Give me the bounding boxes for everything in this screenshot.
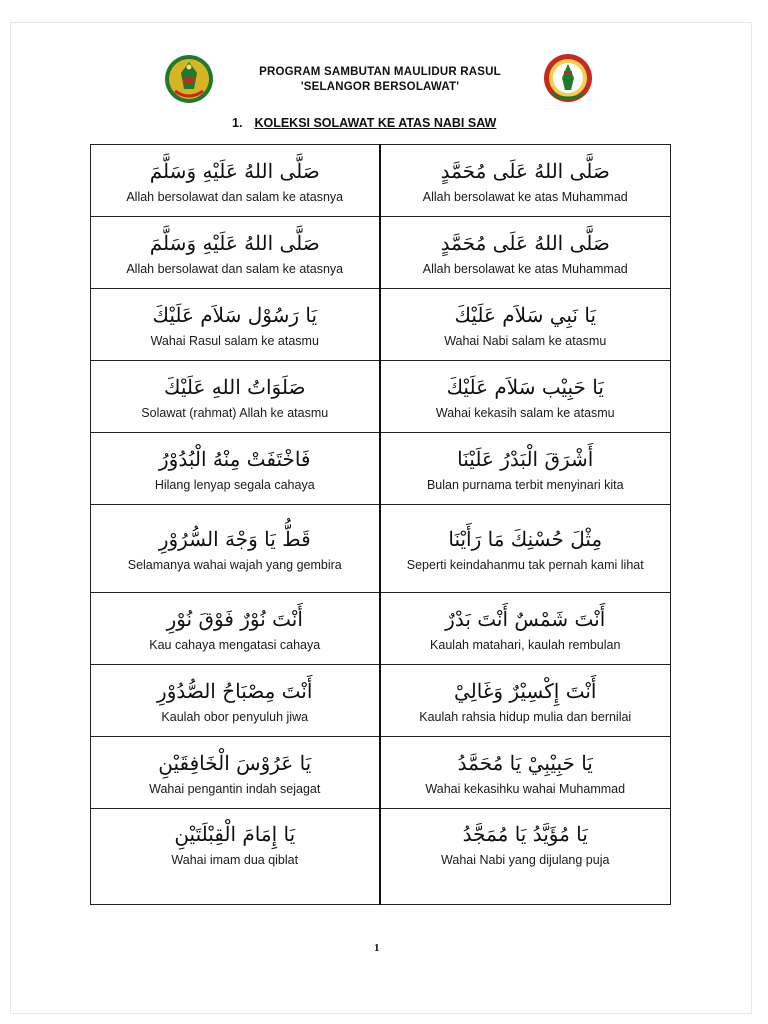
table-row bbox=[91, 505, 671, 593]
translation-text: Kau cahaya mengatasi cahaya bbox=[149, 638, 321, 652]
solawat-cell bbox=[380, 737, 671, 809]
jais-emblem-icon bbox=[542, 52, 594, 104]
section-heading bbox=[232, 116, 496, 130]
table-row bbox=[91, 809, 671, 905]
solawat-cell bbox=[380, 289, 671, 361]
solawat-cell bbox=[91, 505, 380, 593]
translation-text: Kaulah rahsia hidup mulia dan bernilai bbox=[419, 710, 632, 724]
translation-text: Wahai Nabi yang dijulang puja bbox=[441, 853, 610, 867]
arabic-text: صَلَوَاتُ اللهِ عَلَيْكَ bbox=[164, 375, 306, 399]
arabic-text: أَشْرَقَ الْبَدْرُ عَلَيْنَا bbox=[457, 447, 594, 471]
program-subtitle: 'SELANGOR BERSOLAWAT' bbox=[300, 81, 460, 93]
table-row bbox=[91, 665, 671, 737]
arabic-text: أَنْتَ نُوْرٌ فَوْقَ نُوْرِ bbox=[166, 607, 303, 631]
solawat-table bbox=[90, 144, 671, 905]
table-row bbox=[91, 361, 671, 433]
program-title: PROGRAM SAMBUTAN MAULIDUR RASUL bbox=[259, 66, 501, 78]
table-row bbox=[91, 289, 671, 361]
translation-text: Wahai Nabi salam ke atasmu bbox=[444, 334, 607, 348]
translation-text: Wahai pengantin indah sejagat bbox=[149, 782, 321, 796]
translation-text: Seperti keindahanmu tak pernah kami lihat bbox=[406, 558, 644, 572]
solawat-cell bbox=[380, 145, 671, 217]
translation-text: Wahai Rasul salam ke atasmu bbox=[150, 334, 319, 348]
solawat-cell bbox=[380, 593, 671, 665]
translation-text: Allah bersolawat dan salam ke atasnya bbox=[126, 262, 344, 276]
section-number: 1. bbox=[232, 116, 243, 130]
solawat-cell bbox=[91, 289, 380, 361]
arabic-text: أَنْتَ إِكْسِيْرٌ وَغَالِيْ bbox=[454, 679, 597, 703]
table-row bbox=[91, 593, 671, 665]
solawat-cell bbox=[91, 217, 380, 289]
arabic-text: صَلَّى اللهُ عَلَيْهِ وَسَلَّمَ bbox=[149, 159, 320, 183]
translation-text: Kaulah obor penyuluh jiwa bbox=[161, 710, 309, 724]
selangor-crest-icon bbox=[163, 53, 215, 105]
translation-text: Allah bersolawat ke atas Muhammad bbox=[422, 190, 628, 204]
translation-text: Wahai kekasihku wahai Muhammad bbox=[425, 782, 626, 796]
arabic-text: صَلَّى اللهُ عَلَى مُحَمَّدٍ bbox=[440, 159, 610, 183]
arabic-text: صَلَّى اللهُ عَلَيْهِ وَسَلَّمَ bbox=[149, 231, 320, 255]
arabic-text: صَلَّى اللهُ عَلَى مُحَمَّدٍ bbox=[440, 231, 610, 255]
arabic-text: مِثْلَ حُسْنِكَ مَا رَأَيْنَا bbox=[448, 527, 603, 551]
translation-text: Selamanya wahai wajah yang gembira bbox=[127, 558, 342, 572]
solawat-cell bbox=[380, 217, 671, 289]
solawat-cell bbox=[380, 505, 671, 593]
arabic-text: أَنْتَ مِصْبَاحُ الصُّدُوْرِ bbox=[157, 679, 313, 703]
solawat-cell bbox=[91, 145, 380, 217]
table-row bbox=[91, 737, 671, 809]
solawat-cell bbox=[380, 433, 671, 505]
arabic-text: يَا عَرُوْسَ الْخَافِقَيْنِ bbox=[158, 751, 312, 775]
solawat-cell bbox=[91, 737, 380, 809]
solawat-cell bbox=[91, 593, 380, 665]
table-row bbox=[91, 217, 671, 289]
arabic-text: يَا حَبِيْب سَلاَم عَلَيْكَ bbox=[446, 375, 604, 399]
solawat-cell bbox=[91, 809, 380, 905]
solawat-cell bbox=[91, 433, 380, 505]
arabic-text: فَاخْتَفَتْ مِنْهُ الْبُدُوْرُ bbox=[159, 447, 311, 471]
arabic-text: قَطُّ يَا وَجْهَ السُّرُوْرِ bbox=[158, 527, 311, 551]
translation-text: Hilang lenyap segala cahaya bbox=[154, 478, 315, 492]
translation-text: Wahai kekasih salam ke atasmu bbox=[435, 406, 615, 420]
table-row bbox=[91, 145, 671, 217]
section-title: KOLEKSI SOLAWAT KE ATAS NABI SAW bbox=[254, 116, 497, 130]
table-row bbox=[91, 433, 671, 505]
solawat-cell bbox=[380, 361, 671, 433]
translation-text: Wahai imam dua qiblat bbox=[171, 853, 299, 867]
arabic-text: أَنْتَ شَمْسٌ أَنْتَ بَدْرٌ bbox=[445, 607, 606, 631]
arabic-text: يَا حَبِيْبِيْ يَا مُحَمَّدُ bbox=[457, 751, 593, 775]
page-number: 1 bbox=[374, 942, 380, 954]
translation-text: Bulan purnama terbit menyinari kita bbox=[426, 478, 624, 492]
arabic-text: يَا مُؤَيَّدُ يَا مُمَجَّدُ bbox=[462, 822, 588, 846]
arabic-text: يَا رَسُوْل سَلاَم عَلَيْكَ bbox=[152, 303, 318, 327]
arabic-text: يَا إِمَامَ الْقِبْلَتَيْنِ bbox=[174, 822, 296, 846]
solawat-cell bbox=[380, 809, 671, 905]
translation-text: Allah bersolawat dan salam ke atasnya bbox=[126, 190, 344, 204]
solawat-cell bbox=[91, 361, 380, 433]
translation-text: Allah bersolawat ke atas Muhammad bbox=[422, 262, 628, 276]
arabic-text: يَا نَبِي سَلاَم عَلَيْكَ bbox=[454, 303, 597, 327]
solawat-cell bbox=[91, 665, 380, 737]
translation-text: Kaulah matahari, kaulah rembulan bbox=[430, 638, 621, 652]
solawat-cell bbox=[380, 665, 671, 737]
translation-text: Solawat (rahmat) Allah ke atasmu bbox=[141, 406, 329, 420]
